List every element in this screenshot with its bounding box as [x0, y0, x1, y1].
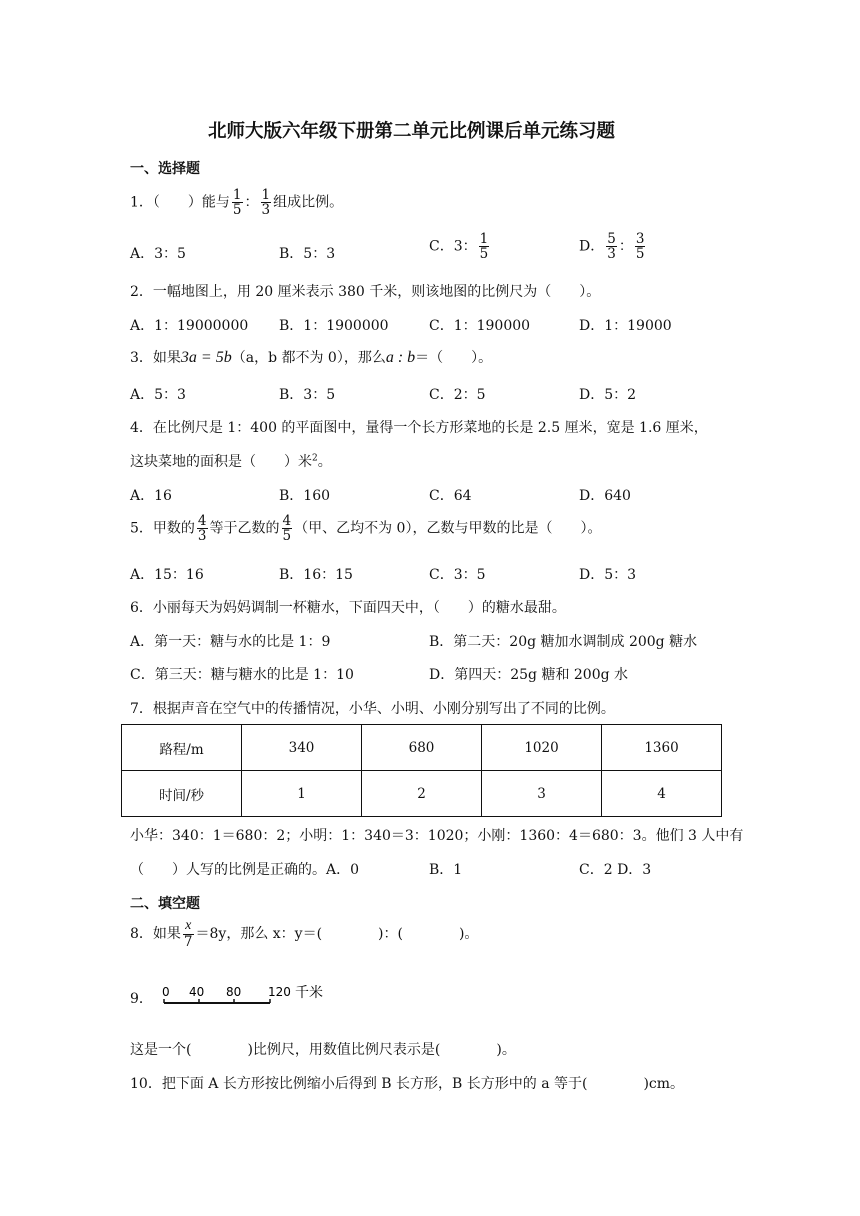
q5-option-c[interactable]: C．3：5	[429, 567, 486, 583]
scale-bar	[162, 985, 342, 1010]
table-row	[122, 725, 722, 771]
scale-label: 80	[226, 985, 242, 999]
q3-option-a[interactable]: A．5：3	[130, 387, 186, 403]
scale-unit: 千米	[295, 985, 323, 1001]
table-cell: 340	[242, 725, 362, 771]
q5-stem-middle: 等于乙数的	[209, 520, 280, 537]
q1-option-c-label: C．3：	[429, 238, 477, 255]
table-cell: 2	[362, 771, 482, 817]
q4-superscript: 2	[312, 453, 318, 464]
q1-fraction-2: $\frac{1}{3}$	[261, 187, 271, 219]
q1-option-d-fraction-2: $\frac{3}{5}$	[635, 231, 645, 263]
table-cell: 1	[242, 771, 362, 817]
q4-option-d[interactable]: D．640	[579, 488, 631, 504]
table-cell: 3	[482, 771, 602, 817]
q7-table	[121, 724, 722, 817]
q1-option-a[interactable]: A．3：5	[130, 246, 186, 262]
scale-label: 120	[268, 985, 291, 999]
q1-option-c[interactable]	[429, 232, 491, 261]
question-4-line-2	[130, 451, 332, 471]
section-fill-heading: 二、填空题	[130, 896, 200, 912]
q1-colon: ：	[244, 194, 259, 211]
scale-label: 0	[162, 985, 170, 999]
question-9: 这是一个( )比例尺，用数值比例尺表示是( )。	[130, 1042, 516, 1058]
table-cell: 1020	[482, 725, 602, 771]
q2-option-c[interactable]: C．1：190000	[429, 318, 531, 334]
q2-option-d[interactable]: D．1：19000	[579, 318, 672, 334]
question-8	[130, 919, 478, 949]
q7-option-c-d[interactable]: C．2 D．3	[579, 862, 652, 878]
q6-option-a[interactable]: A．第一天：糖与水的比是 1：9	[130, 634, 331, 650]
q6-option-c[interactable]: C．第三天：糖与糖水的比是 1：10	[130, 667, 354, 683]
q5-stem-start: 5．甲数的	[130, 520, 195, 537]
q3-stem-end: ＝（ ）。	[415, 350, 493, 366]
q3-stem-start: 3．如果	[130, 350, 181, 366]
q1-option-c-fraction: $\frac{1}{5}$	[479, 231, 489, 263]
q2-option-b[interactable]: B．1：1900000	[279, 318, 389, 334]
question-2: 2．一幅地图上，用 20 厘米表示 380 千米，则该地图的比例尺为（ ）。	[130, 284, 601, 300]
table-cell: 时间/秒	[122, 771, 242, 817]
q1-stem-end: 组成比例。	[273, 194, 344, 211]
q7-option-b[interactable]: B．1	[429, 862, 463, 878]
q5-stem-end: （甲、乙均不为 0），乙数与甲数的比是（ ）。	[294, 520, 602, 537]
question-3	[130, 347, 492, 367]
table-cell: 1360	[602, 725, 722, 771]
q7-statement: 小华：340：1＝680：2；小明：1：340＝3：1020；小刚：1360：4＝680：3。他们 3 人中有	[130, 828, 744, 844]
table-row	[122, 771, 722, 817]
q1-option-d-fraction-1: $\frac{5}{3}$	[607, 231, 616, 263]
q1-option-d-colon: ：	[618, 238, 633, 255]
q4-option-b[interactable]: B．160	[279, 488, 331, 504]
question-4-line-1: 4．在比例尺是 1：400 的平面图中，量得一个长方形菜地的长是 2.5 厘米，宽是 1.6 厘米，	[130, 420, 708, 436]
q5-option-a[interactable]: A．15：16	[130, 567, 204, 583]
q3-option-d[interactable]: D．5：2	[579, 387, 637, 403]
q4-option-a[interactable]: A．16	[130, 488, 172, 504]
q6-option-b[interactable]: B．第二天：20g 糖加水调制成 200g 糖水	[429, 634, 698, 650]
q6-option-d[interactable]: D．第四天：25g 糖和 200g 水	[429, 667, 629, 683]
question-7: 7．根据声音在空气中的传播情况，小华、小明、小刚分别写出了不同的比例。	[130, 701, 615, 717]
q3-option-b[interactable]: B．3：5	[279, 387, 336, 403]
q3-ratio: a : b	[385, 349, 416, 366]
q3-stem-middle: （a，b 都不为 0），那么	[231, 350, 386, 366]
q2-option-a[interactable]: A．1：19000000	[130, 318, 249, 334]
q3-option-c[interactable]: C．2：5	[429, 387, 486, 403]
q3-equation: 3a = 5b	[180, 349, 232, 366]
q5-fraction-2: $\frac{4}{5}$	[282, 513, 292, 545]
question-10: 10．把下面 A 长方形按比例缩小后得到 B 长方形，B 长方形中的 a 等于( )cm。	[130, 1076, 685, 1092]
q7-question-option-a[interactable]: （ ）人写的比例是正确的。A．0	[130, 862, 360, 878]
q4-line-2-end: 。	[317, 454, 332, 470]
q8-stem-start: 8．如果	[130, 925, 181, 942]
q1-option-b[interactable]: B．5：3	[279, 246, 336, 262]
table-cell: 路程/m	[122, 725, 242, 771]
question-5	[130, 514, 601, 543]
q4-option-c[interactable]: C．64	[429, 488, 472, 504]
question-1	[130, 188, 343, 217]
q5-fraction-1: $\frac{4}{3}$	[197, 513, 207, 545]
q9-number: 9．	[130, 991, 153, 1007]
q5-option-b[interactable]: B．16：15	[279, 567, 353, 583]
q1-option-d[interactable]	[579, 232, 647, 261]
q1-fraction-1: $\frac{1}{5}$	[232, 187, 242, 219]
q1-stem-start: 1．（ ）能与	[130, 194, 230, 211]
scale-label: 40	[189, 985, 205, 999]
table-cell: 4	[602, 771, 722, 817]
question-6: 6．小丽每天为妈妈调制一杯糖水，下面四天中，（ ）的糖水最甜。	[130, 600, 566, 616]
q5-option-d[interactable]: D．5：3	[579, 567, 637, 583]
page-title: 北师大版六年级下册第二单元比例课后单元练习题	[208, 121, 616, 142]
q8-stem-end: ＝8y，那么 x：y＝( )：( )。	[195, 925, 479, 942]
table-cell: 680	[362, 725, 482, 771]
q4-line-2-text: 这块菜地的面积是（ ）米	[130, 454, 312, 470]
section-choice-heading: 一、选择题	[130, 161, 200, 177]
q8-fraction: $\frac{x}{7}$	[183, 918, 193, 950]
q1-option-d-label: D．	[579, 238, 605, 255]
